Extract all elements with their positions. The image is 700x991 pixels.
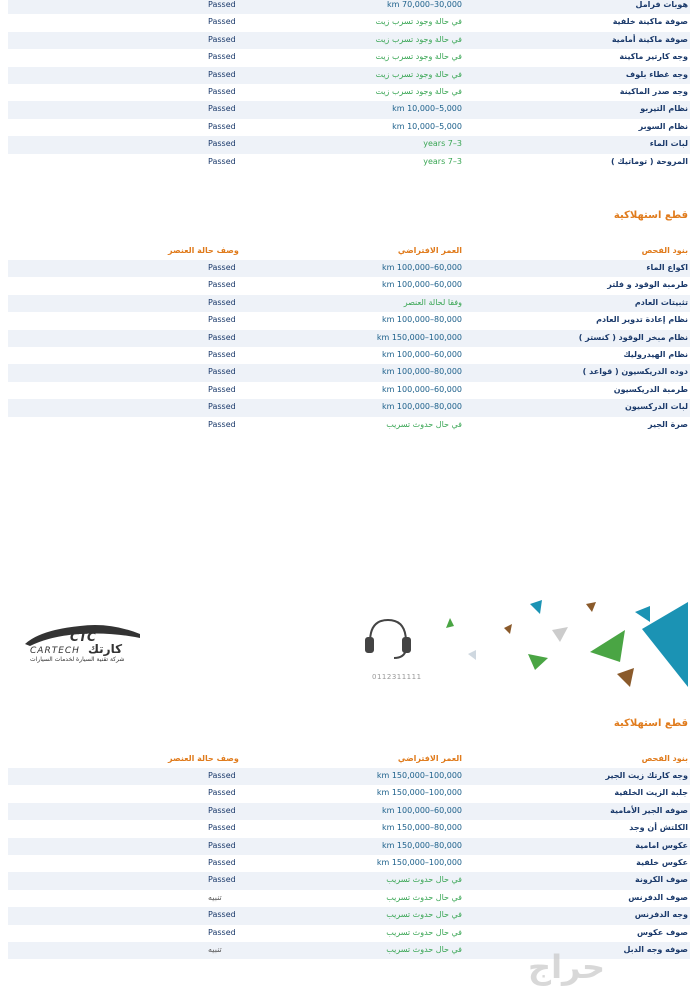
triangle-green-small [446,618,454,628]
row-age: km 150,000–80,000 [381,840,462,850]
table-row [8,101,690,118]
table-row [8,399,690,416]
table-1 [8,0,690,171]
row-age: km 150,000–100,000 [376,332,462,342]
table-row [8,136,690,153]
table-row [8,347,690,364]
table-row [8,330,690,347]
row-age: km 150,000–100,000 [376,771,462,780]
row-item: وجه كارتير ماكينة [619,52,688,62]
row-age: km 100,000–80,000 [381,315,462,325]
triangle-brown [617,668,634,687]
logo-subtitle: شركة تقنية السيارة لخدمات السيارات [30,656,125,663]
triangle-teal-small [530,600,542,614]
phone-number: 0112311111 [372,673,422,681]
row-item: عكوس امامية [635,840,688,850]
row-age: km 10,000–5,000 [392,104,462,114]
row-item: لبات الدركسيون [625,402,688,412]
row-status: Passed [208,297,236,307]
row-item: نظام التيربو [640,104,688,114]
row-status: Passed [208,34,236,44]
row-age: km 100,000–60,000 [381,280,462,290]
row-age: km 100,000–80,000 [381,367,462,377]
triangle-gray [552,627,568,642]
table-row [8,803,690,820]
row-age: في حال حدوث تسريب [386,910,462,920]
table-row [8,872,690,889]
row-age: km 100,000–60,000 [381,349,462,359]
row-status: Passed [208,875,236,885]
header-age: العمر الافتراضي [397,246,462,255]
row-item: صرة الجير [648,419,688,429]
row-status: Passed [208,367,236,377]
row-item: وجه كارتك زيت الجير [605,771,688,780]
table-row [8,67,690,84]
row-age: في حالة وجود تسرب زيت [375,69,462,79]
logo-ctc-text: CTC [70,630,96,644]
row-item: وجه صدر الماكينة [619,86,688,96]
row-age: km 100,000–80,000 [381,402,462,412]
header-item: بنود الفحص [641,754,688,763]
header-status: وصف حالة العنصر [168,754,239,763]
row-status: Passed [208,280,236,290]
row-status: Passed [208,156,236,166]
row-item: نظام إعادة تدوير العادم [596,315,688,325]
table-row [8,119,690,136]
row-age: في حالة وجود تسرب زيت [375,86,462,96]
table-row [8,295,690,312]
header-age: العمر الافتراضي [397,754,462,763]
triangle-lightblue [468,650,476,660]
row-status: Passed [208,419,236,429]
table-row [8,154,690,171]
row-age: km 150,000–80,000 [381,823,462,833]
row-age: في حال حدوث تسريب [386,419,462,429]
row-status: Passed [208,0,236,9]
row-item: اكواع الماء [646,263,688,272]
table-row [8,382,690,399]
header-item: بنود الفحص [641,246,688,255]
row-item: جلبة الزيت الخلفية [614,788,688,798]
row-status: Passed [208,17,236,27]
row-age: في حال حدوث تسريب [386,875,462,885]
triangle-green-mid [528,654,548,670]
table-row [8,925,690,942]
row-status: Passed [208,840,236,850]
table-row [8,0,690,14]
row-item: الكلتش أن وجد [629,823,688,833]
row-age: في حال حدوث تسريب [386,892,462,902]
row-item: نظام مبخر الوقود ( كنستر ) [578,332,688,342]
row-age: km 100,000–60,000 [381,263,462,272]
row-status: Passed [208,857,236,867]
row-status: Passed [208,910,236,920]
row-item: تثبيتات العادم [634,297,688,307]
table-row [8,855,690,872]
section-3-header [8,752,690,766]
section-3-title: قطع استهلاكية [613,718,688,729]
row-status: Passed [208,332,236,342]
row-status: Passed [208,788,236,798]
triangle-green-large [590,630,625,662]
row-status: Passed [208,771,236,780]
row-status: Passed [208,384,236,394]
row-status: Passed [208,69,236,79]
row-age: في حالة وجود تسرب زيت [375,34,462,44]
table-row [8,417,690,434]
watermark: حراج [528,948,605,986]
table-row [8,32,690,49]
triangle-brown-small [586,602,596,612]
logo-arabic-text: كارتك [88,642,123,656]
table-row [8,14,690,31]
row-status: Passed [208,121,236,131]
row-status: تنبيه [208,944,222,954]
row-age: km 70,000–30,000 [387,0,462,9]
row-age: في حال حدوث تسريب [386,944,462,954]
row-status: Passed [208,402,236,412]
row-item: صوفه الجير الأمامية [610,805,688,815]
table-row [8,907,690,924]
row-age: years 7–3 [423,156,462,166]
row-status: Passed [208,52,236,62]
row-item: صوف عكوس [637,927,688,937]
table-row [8,260,690,277]
triangle-teal-top [635,606,650,622]
row-status: Passed [208,86,236,96]
table-row [8,820,690,837]
row-status: Passed [208,805,236,815]
row-item: طرمبة الدريكسيون [613,384,688,394]
row-item: نظام الهيدروليك [623,349,688,359]
row-item: صوف الكرونة [634,875,688,885]
row-age: km 100,000–60,000 [381,805,462,815]
row-item: طرمبة الوقود و فلتر [607,280,688,290]
table-row [8,838,690,855]
row-age: km 150,000–100,000 [376,857,462,867]
row-item: صوفة ماكينة أمامية [611,34,688,44]
row-item: المروحة ( توماتيك ) [610,156,688,166]
row-item: صوف الدفرنس [628,892,688,902]
row-status: Passed [208,104,236,114]
row-item: نظام السوبر [638,121,688,131]
table-row [8,49,690,66]
row-item: دوده الدريكسيون ( قواعد ) [582,367,688,377]
section-2-header [8,244,690,258]
row-item: صوفه وجه الدبل [623,944,688,954]
headset-icon [366,620,410,658]
table-3 [8,768,690,959]
table-row [8,277,690,294]
row-item: وجه الدفرنس [634,910,688,920]
row-age: km 100,000–60,000 [381,384,462,394]
row-item: عكوس خلفية [636,857,688,867]
table-row [8,84,690,101]
logo-english-text: CARTECH [30,646,80,656]
row-age: في حالة وجود تسرب زيت [375,17,462,27]
row-status: Passed [208,263,236,272]
row-age: km 150,000–100,000 [376,788,462,798]
row-item: لبات الماء [649,139,688,149]
row-item: صوفة ماكينة خلفية [612,17,688,27]
row-status: Passed [208,349,236,359]
row-status: Passed [208,823,236,833]
table-row [8,768,690,785]
row-age: في حالة وجود تسرب زيت [375,52,462,62]
table-row [8,890,690,907]
row-status: Passed [208,315,236,325]
row-status: Passed [208,927,236,937]
row-status: Passed [208,139,236,149]
row-age: years 7–3 [423,139,462,149]
row-status: تنبيه [208,892,222,902]
table-2 [8,260,690,434]
section-2-title: قطع استهلاكية [613,210,688,221]
row-age: وفقا لحالة العنصر [403,297,462,307]
table-row [8,312,690,329]
triangle-olive [504,624,512,634]
row-age: في حال حدوث تسريب [386,927,462,937]
table-row [8,785,690,802]
row-item: وجه غطاء بلوف [625,69,688,79]
table-row [8,364,690,381]
header-status: وصف حالة العنصر [168,246,239,255]
row-age: km 10,000–5,000 [392,121,462,131]
row-item: هوبات فرامل [635,0,688,9]
